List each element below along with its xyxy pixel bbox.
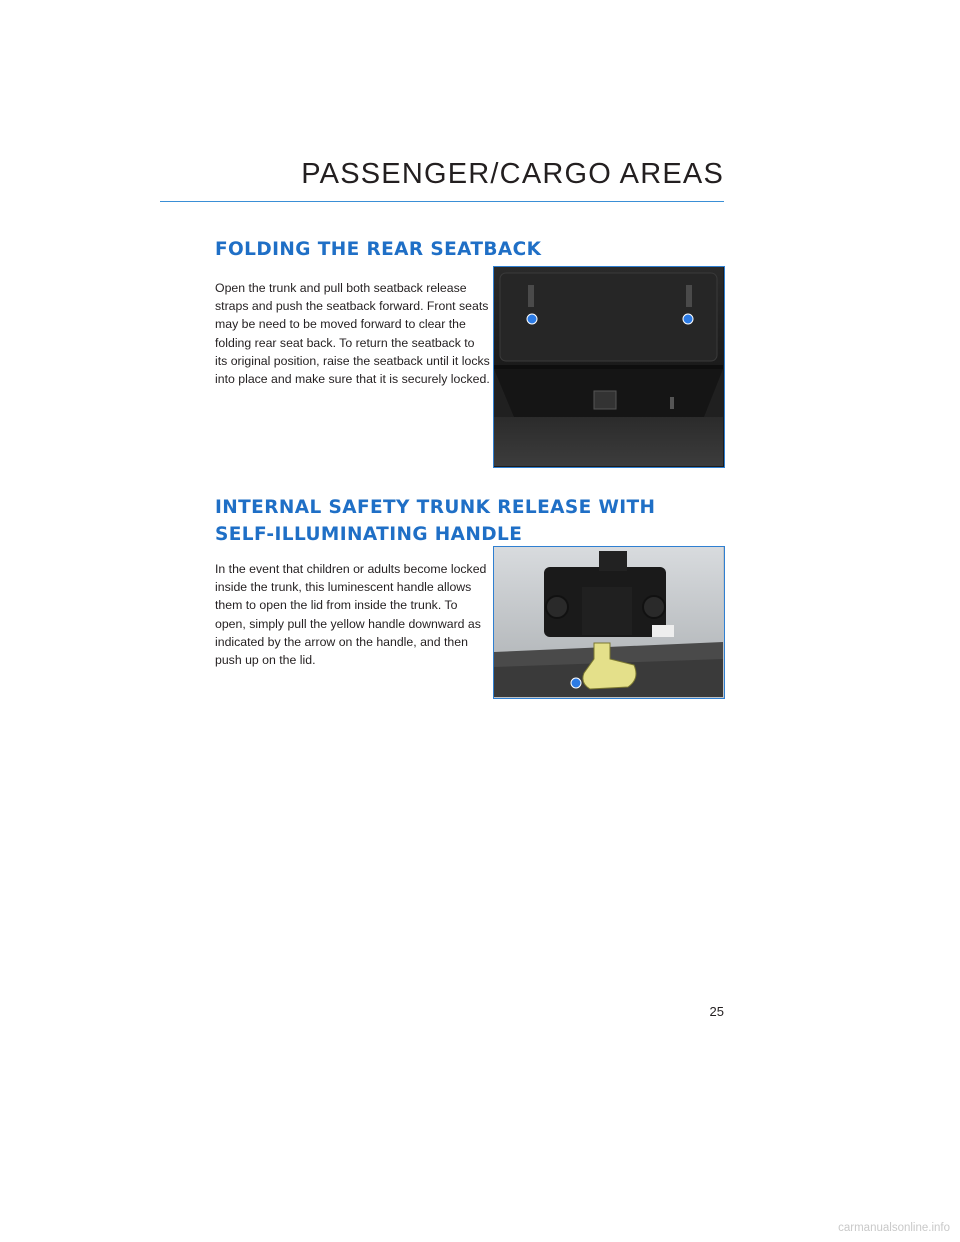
header-divider [160, 201, 724, 202]
paragraph-folding-rear-seatback: Open the trunk and pull both seatback release straps and push the seatback forward. Front seats may be need to be moved forward to clear the folding rear seat back. To return the seatback to its original position, raise the seatback until it locks into place and make sure that it is securely locked. [215, 281, 490, 387]
paragraph-internal-trunk-release: In the event that children or adults become locked inside the trunk, this luminescent handle allows them to open the lid from inside the trunk. To open, simply pull the yellow handle downward as indicated by the arrow on the handle, and then push up on the lid. [215, 562, 487, 668]
trunk-interior-photo [493, 266, 725, 468]
right-strap-callout-dot [683, 314, 693, 324]
left-strap-callout-dot [527, 314, 537, 324]
watermark: carmanualsonline.info [838, 1222, 950, 1234]
left-release-strap [528, 285, 534, 307]
trunk-release-handle-photo [493, 546, 725, 699]
heading-folding-rear-seatback: FOLDING THE REAR SEATBACK [215, 239, 542, 260]
right-release-strap [686, 285, 692, 307]
handle-callout-dot [571, 678, 581, 688]
section-header-title: PASSENGER/CARGO AREAS [301, 158, 724, 190]
page-number: 25 [709, 1004, 724, 1019]
heading-internal-trunk-release-line2: SELF-ILLUMINATING HANDLE [215, 524, 523, 545]
heading-internal-trunk-release-line1: INTERNAL SAFETY TRUNK RELEASE WITH [215, 497, 656, 518]
